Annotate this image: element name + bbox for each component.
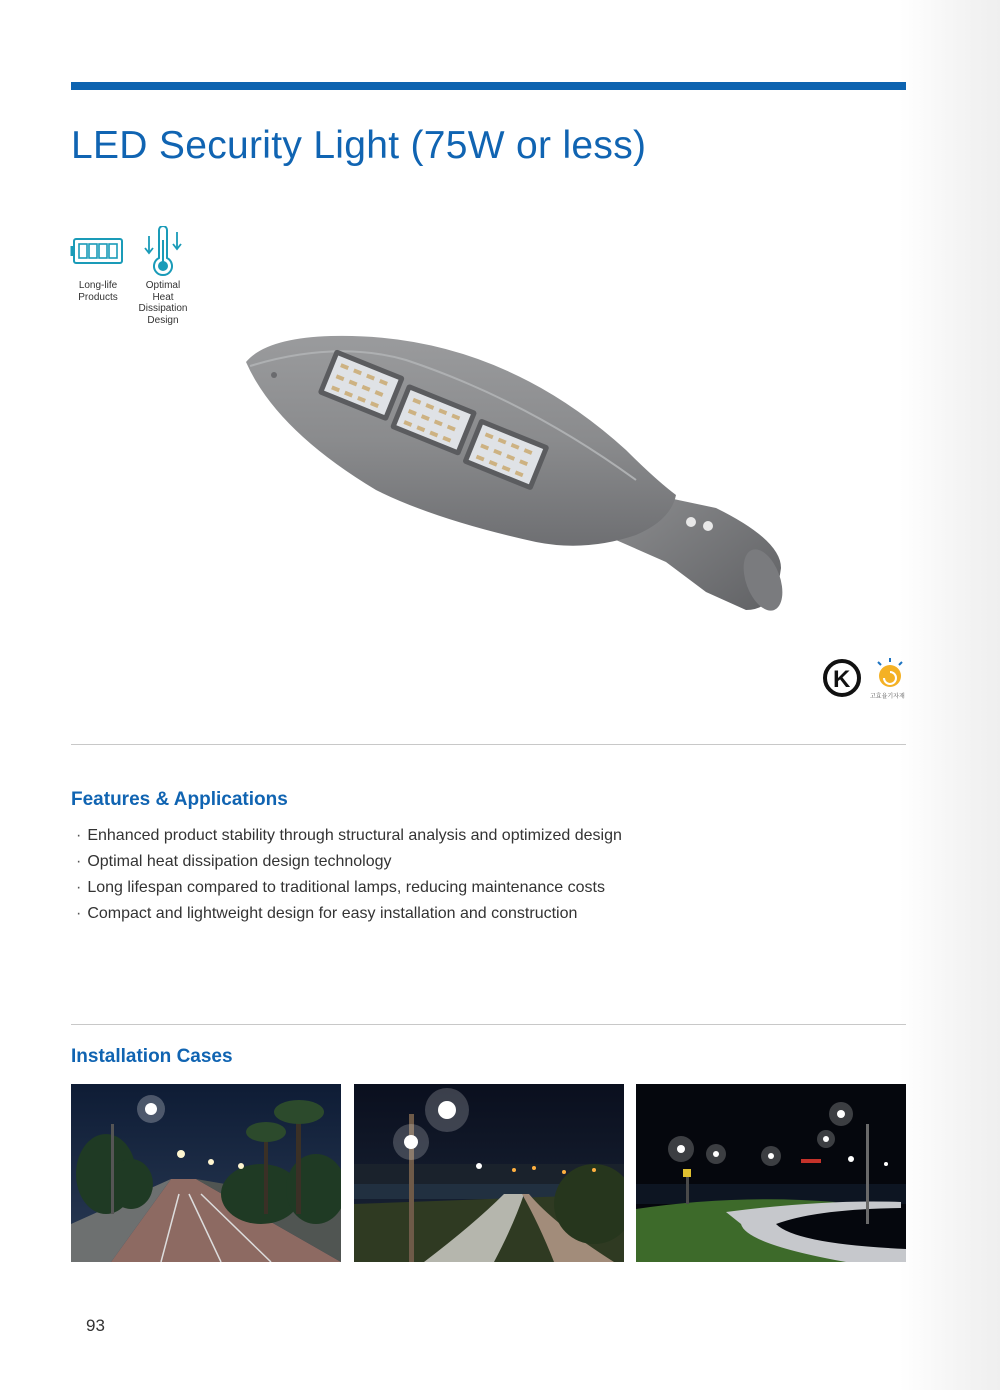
list-item: · Long lifespan compared to traditional lamps, reducing maintenance costs	[76, 876, 622, 902]
installation-heading: Installation Cases	[71, 1046, 233, 1067]
high-efficiency-mark-icon	[870, 658, 905, 700]
installation-photo-3	[636, 1084, 906, 1262]
kc-mark-icon	[825, 661, 859, 695]
caption-line: Products	[78, 291, 118, 303]
caption-line: Heat	[152, 291, 174, 303]
caption-line: Long-life	[78, 280, 118, 291]
caption-line: Dissipation	[138, 303, 188, 314]
kc-mark-letter: K	[833, 666, 851, 693]
header-rule	[71, 82, 906, 90]
section-divider	[71, 1024, 906, 1025]
feature-long-life	[68, 236, 128, 303]
caption-line: Optimal	[145, 280, 181, 291]
led-street-light	[236, 330, 796, 620]
list-item: · Enhanced product stability through structural analysis and optimized design	[76, 824, 622, 850]
installation-photo-1	[71, 1084, 341, 1262]
eco-label-text: 고효율기자재	[870, 694, 905, 700]
battery-icon	[70, 236, 126, 266]
section-divider	[71, 744, 906, 745]
product-image	[236, 330, 796, 620]
certification-marks	[820, 654, 916, 702]
features-list	[76, 824, 622, 928]
features-heading: Features & Applications	[71, 789, 288, 810]
feature-heat-dissipation	[133, 226, 193, 326]
thermometer-icon	[140, 226, 186, 278]
list-item: · Optimal heat dissipation design technology	[76, 850, 622, 876]
page-title: LED Security Light (75W or less)	[71, 124, 647, 167]
installation-photo-2	[354, 1084, 624, 1262]
page-number: 93	[86, 1316, 105, 1335]
list-item: · Compact and lightweight design for easy installation and construction	[76, 902, 622, 928]
caption-line: Design	[147, 314, 179, 326]
